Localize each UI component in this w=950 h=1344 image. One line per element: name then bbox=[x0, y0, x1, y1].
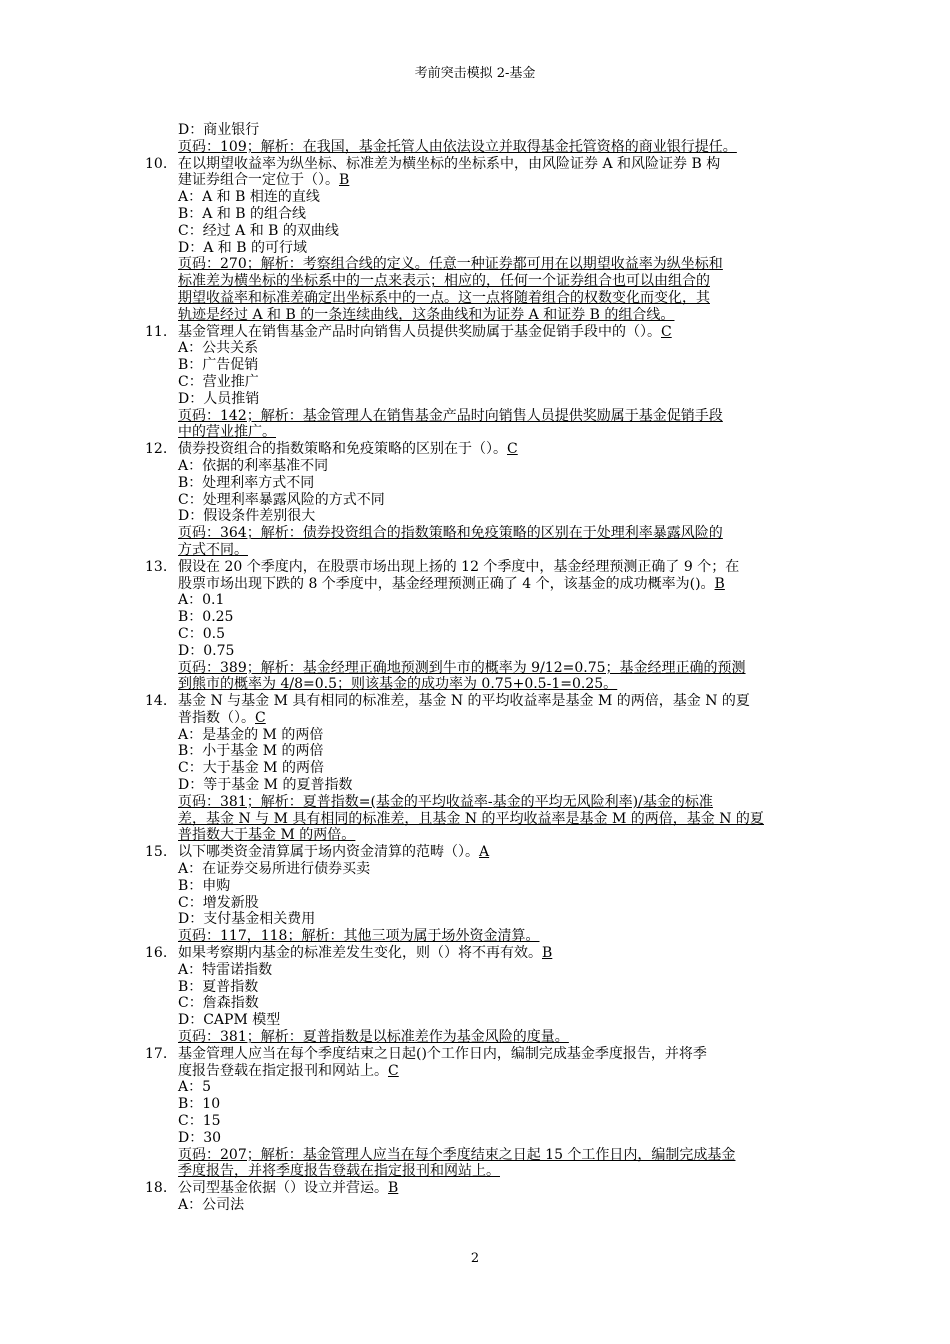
question-text bbox=[178, 1046, 813, 1080]
explanation-line: 页码：381；解析：夏普指数是以标准差作为基金风险的度量。 bbox=[178, 1029, 569, 1046]
option-item: D：0.75 bbox=[178, 642, 235, 659]
answer-key: B bbox=[542, 945, 553, 962]
question-number: 18. bbox=[145, 1180, 168, 1197]
option-item: D：等于基金 M 的夏普指数 bbox=[178, 777, 353, 794]
question-text-line: 在以期望收益率为纵坐标、标准差为横坐标的坐标系中，由风险证券 A 和风险证券 B 构 bbox=[178, 155, 721, 172]
answer-key: B bbox=[714, 575, 725, 592]
question-text-segment: 债券投资组合的指数策略和免疫策略的区别在于（）。 bbox=[178, 441, 507, 458]
explanation-line: 页码：389；解析：基金经理正确地预测到牛市的概率为 9/12=0.75；基金经理正确的预测 bbox=[178, 659, 746, 676]
question-stem bbox=[145, 945, 813, 962]
question-list bbox=[145, 156, 813, 1214]
question-stem bbox=[145, 559, 813, 593]
option-item: D：支付基金相关费用 bbox=[178, 911, 316, 928]
question-text-line bbox=[178, 324, 813, 341]
option-item: C：营业推广 bbox=[178, 373, 259, 390]
question-text-segment: 度报告登载在指定报刊和网站上。 bbox=[178, 1062, 388, 1079]
explanation-line: 页码：142；解析：基金管理人在销售基金产品时向销售人员提供奖励属于基金促销手段 bbox=[178, 407, 723, 424]
option-item: A：特雷诺指数 bbox=[178, 961, 273, 978]
explanation-line: 季度报告，并将季度报告登载在指定报刊和网站上。 bbox=[178, 1163, 500, 1180]
question-text-line: 假设在 20 个季度内，在股票市场出现上扬的 12 个季度中，基金经理预测正确了 9 个；在 bbox=[178, 558, 740, 575]
question-number: 15. bbox=[145, 844, 168, 861]
explanation-line: 差，基金 N 与 M 具有相同的标准差，且基金 N 的平均收益率是基金 M 的两倍，基金 N 的夏 bbox=[178, 810, 764, 827]
question-number: 10. bbox=[145, 155, 168, 172]
answer-key: C bbox=[661, 323, 672, 340]
option-item: B：处理利率方式不同 bbox=[178, 474, 315, 491]
explanation-line: 页码：364；解析：债券投资组合的指数策略和免疫策略的区别在于处理利率暴露风险的 bbox=[178, 525, 723, 542]
question-text-line bbox=[178, 1180, 813, 1197]
question-number: 11. bbox=[145, 323, 168, 340]
question-stem bbox=[145, 324, 813, 341]
option-item: A：公司法 bbox=[178, 1197, 245, 1213]
question-item bbox=[145, 945, 813, 1046]
question-text-line bbox=[178, 710, 813, 727]
question-number: 16. bbox=[145, 945, 168, 962]
explanation-line: 标准差为横坐标的坐标系中的一点来表示；相应的，任何一个证券组合也可以由组合的 bbox=[178, 273, 710, 290]
explanation-line: 普指数大于基金 M 的两倍。 bbox=[178, 827, 356, 844]
answer-key: B bbox=[388, 1180, 399, 1197]
answer-key: C bbox=[507, 441, 518, 458]
question-item bbox=[145, 1046, 813, 1180]
option-item: B：广告促销 bbox=[178, 357, 259, 374]
question-item bbox=[145, 324, 813, 442]
explanation bbox=[145, 928, 813, 945]
question-stem bbox=[145, 441, 813, 458]
question-text-segment: 基金管理人在销售基金产品时向销售人员提供奖励属于基金促销手段中的（）。 bbox=[178, 323, 661, 340]
option-item: B：0.25 bbox=[178, 609, 234, 626]
question-text-line bbox=[178, 844, 813, 861]
explanation bbox=[145, 408, 813, 442]
question-stem bbox=[145, 156, 813, 190]
option-item: C：詹森指数 bbox=[178, 995, 259, 1012]
option-item: A：A 和 B 相连的直线 bbox=[178, 189, 320, 206]
explanation-line: 页码：117，118；解析：其他三项为属于场外资金清算。 bbox=[178, 928, 540, 945]
explanation-line: 中的营业推广。 bbox=[178, 424, 276, 441]
question-text-segment: 普指数（）。 bbox=[178, 709, 255, 726]
question-number: 13. bbox=[145, 558, 168, 575]
question-text-line: 基金 N 与基金 M 具有相同的标准差，基金 N 的平均收益率是基金 M 的两倍，基金 N 的夏 bbox=[178, 693, 750, 710]
answer-key: A bbox=[479, 844, 490, 861]
question-text bbox=[178, 844, 813, 861]
answer-key: C bbox=[255, 709, 266, 726]
question-item bbox=[145, 693, 813, 844]
question-text bbox=[178, 1180, 813, 1197]
option-item: B：申购 bbox=[178, 877, 231, 894]
question-text-segment: 如果考察期内基金的标准差发生变化，则（）将不再有效。 bbox=[178, 945, 542, 962]
option-item: A：5 bbox=[178, 1079, 212, 1096]
question-item bbox=[145, 156, 813, 324]
question-text-line bbox=[178, 945, 813, 962]
option-item: C：15 bbox=[178, 1113, 221, 1130]
explanation bbox=[145, 525, 813, 559]
explanation-line: 方式不同。 bbox=[178, 541, 248, 558]
question-item bbox=[145, 1180, 813, 1214]
question-text bbox=[178, 559, 813, 593]
option-item: C：处理利率暴露风险的方式不同 bbox=[178, 491, 385, 508]
explanation-line: 页码：207；解析：基金管理人应当在每个季度结束之日起 15 个工作日内，编制完成基金 bbox=[178, 1146, 736, 1163]
question-number: 14. bbox=[145, 693, 168, 710]
answer-key: C bbox=[388, 1062, 399, 1079]
explanation-line: 到熊市的概率为 4/8=0.5；则该基金的成功率为 0.75+0.5-1=0.25。 bbox=[178, 676, 618, 693]
explanation bbox=[145, 1147, 813, 1181]
question-text bbox=[178, 945, 813, 962]
option-item: C：增发新股 bbox=[178, 894, 259, 911]
question-text-line: 基金管理人应当在每个季度结束之日起()个工作日内，编制完成基金季度报告，并将季 bbox=[178, 1045, 707, 1062]
option-item: C：大于基金 M 的两倍 bbox=[178, 760, 324, 777]
question-text-segment: 股票市场出现下跌的 8 个季度中，基金经理预测正确了 4 个，该基金的成功概率为()。 bbox=[178, 575, 715, 592]
explanation-line: 期望收益率和标准差确定出坐标系中的一点。这一点将随着组合的权数变化而变化，其 bbox=[178, 289, 710, 306]
page-number: 2 bbox=[470, 1251, 480, 1266]
option-item: D：A 和 B 的可行域 bbox=[178, 239, 307, 256]
question-text bbox=[178, 693, 813, 727]
option-item: D：30 bbox=[178, 1129, 222, 1146]
option-item: C：0.5 bbox=[178, 625, 225, 642]
question-text-line bbox=[178, 441, 813, 458]
continuation-explanation bbox=[145, 139, 813, 156]
explanation-line: 轨迹是经过 A 和 B 的一条连续曲线，这条曲线和为证券 A 和证券 B 的组合线。 bbox=[178, 306, 675, 323]
question-text-segment: 建证券组合一定位于（）。 bbox=[178, 172, 339, 189]
option-item: B：A 和 B 的组合线 bbox=[178, 205, 307, 222]
question-text-line bbox=[178, 172, 813, 189]
question-text bbox=[178, 156, 813, 190]
question-text bbox=[178, 441, 813, 458]
option-item: D：假设条件差别很大 bbox=[178, 508, 316, 525]
explanation-line: 页码：270；解析：考察组合线的定义。任意一种证券都可用在以期望收益率为纵坐标和 bbox=[178, 256, 723, 273]
option-item: B：小于基金 M 的两倍 bbox=[178, 743, 324, 760]
explanation bbox=[145, 256, 813, 323]
option-item: D：CAPM 模型 bbox=[178, 1012, 281, 1029]
question-number: 17. bbox=[145, 1045, 168, 1062]
option-item: A：公共关系 bbox=[178, 340, 259, 357]
option-item: A：0.1 bbox=[178, 592, 225, 609]
explanation-line: 页码：109；解析：在我国，基金托管人由依法设立并取得基金托管资格的商业银行提任。 bbox=[178, 138, 737, 155]
option-item: D：人员推销 bbox=[178, 390, 260, 407]
question-item bbox=[145, 844, 813, 945]
question-stem bbox=[145, 693, 813, 727]
question-text-line bbox=[178, 1063, 813, 1080]
option-item: A：是基金的 M 的两倍 bbox=[178, 726, 324, 743]
question-text bbox=[178, 324, 813, 341]
answer-key: B bbox=[339, 172, 350, 189]
question-text-segment: 以下哪类资金清算属于场内资金清算的范畴（）。 bbox=[178, 844, 479, 861]
question-stem bbox=[145, 1046, 813, 1080]
page-header: 考前突击模拟 2-基金 bbox=[414, 66, 536, 81]
question-number: 12. bbox=[145, 441, 168, 458]
option-item: A：在证券交易所进行债券买卖 bbox=[178, 861, 371, 878]
option-item: B：10 bbox=[178, 1096, 221, 1113]
continuation-option-d: D：商业银行 bbox=[178, 122, 260, 138]
option-item: B：夏普指数 bbox=[178, 978, 259, 995]
explanation bbox=[145, 1029, 813, 1046]
question-item bbox=[145, 441, 813, 559]
question-stem bbox=[145, 844, 813, 861]
option-item: A：依据的利率基准不同 bbox=[178, 457, 329, 474]
question-text-segment: 公司型基金依据（）设立并营运。 bbox=[178, 1180, 388, 1197]
option-item: C：经过 A 和 B 的双曲线 bbox=[178, 222, 339, 239]
explanation-line: 页码：381；解析：夏普指数=(基金的平均收益率-基金的平均无风险利率)/基金的标准 bbox=[178, 793, 713, 810]
question-text-line bbox=[178, 576, 813, 593]
explanation bbox=[145, 794, 813, 844]
question-item bbox=[145, 559, 813, 693]
question-stem bbox=[145, 1180, 813, 1197]
explanation bbox=[145, 660, 813, 694]
page-content bbox=[145, 122, 813, 1214]
